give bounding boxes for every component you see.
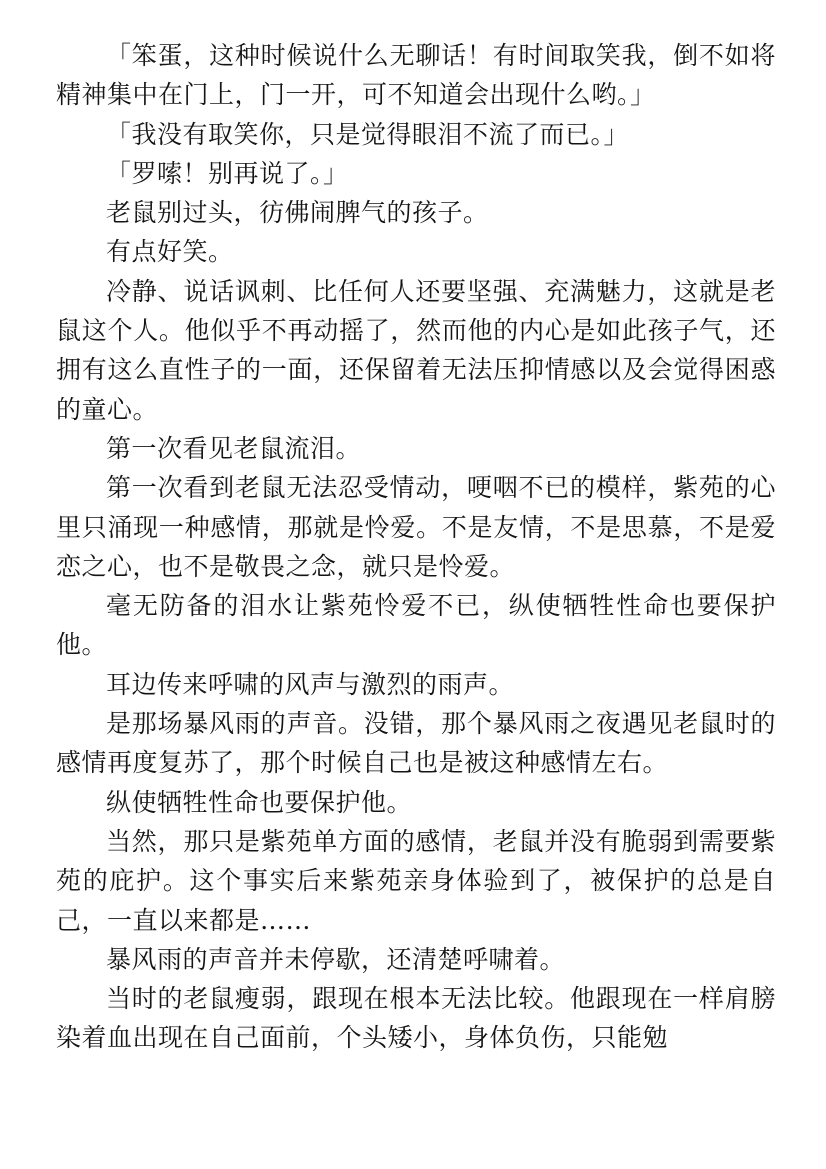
- paragraph: 第一次看到老鼠无法忍受情动，哽咽不已的模样，紫苑的心里只涌现一种感情，那就是怜爱。不是友情，不是思慕，不是爱恋之心，也不是敬畏之念，就只是怜爱。: [56, 473, 776, 581]
- paragraph: 有点好笑。: [106, 237, 234, 267]
- paragraph: 冷静、说话讽刺、比任何人还要坚强、充满魅力，这就是老鼠这个人。他似乎不再动摇了，然而他的内心是如此孩子气，还拥有这么直性子的一面，还保留着无法压抑情感以及会觉得困惑的童心。: [56, 276, 776, 424]
- paragraph: 暴风雨的声音并未停歇，还清楚呼啸着。: [106, 944, 566, 974]
- paragraph: 耳边传来呼啸的风声与激烈的雨声。: [106, 669, 515, 699]
- paragraph: 毫无防备的泪水让紫苑怜爱不已，纵使牺牲性命也要保护他。: [56, 591, 776, 660]
- paragraph: 「我没有取笑你，只是觉得眼泪不流了而已。」: [106, 119, 630, 149]
- paragraph: 「罗嗦！别再说了。」: [106, 158, 349, 188]
- paragraph: 是那场暴风雨的声音。没错，那个暴风雨之夜遇见老鼠时的感情再度复苏了，那个时候自己也是被这种感情左右。: [56, 709, 776, 778]
- paragraph: 纵使牺牲性命也要保护他。: [106, 787, 413, 817]
- paragraph: 老鼠别过头，彷佛闹脾气的孩子。: [106, 198, 489, 228]
- document-page: [56, 36, 776, 1058]
- paragraph: 「笨蛋，这种时候说什么无聊话！有时间取笑我，倒不如将精神集中在门上，门一开，可不知道会出现什么哟。」: [56, 41, 776, 110]
- paragraph: 第一次看见老鼠流泪。: [106, 433, 362, 463]
- paragraph: 当然，那只是紫苑单方面的感情，老鼠并没有脆弱到需要紫苑的庇护。这个事实后来紫苑亲身体验到了，被保护的总是自己，一直以来都是……: [56, 826, 776, 935]
- paragraph: 当时的老鼠瘦弱，跟现在根本无法比较。他跟现在一样肩膀染着血出现在自己面前，个头矮小，身体负伤，只能勉: [56, 984, 776, 1053]
